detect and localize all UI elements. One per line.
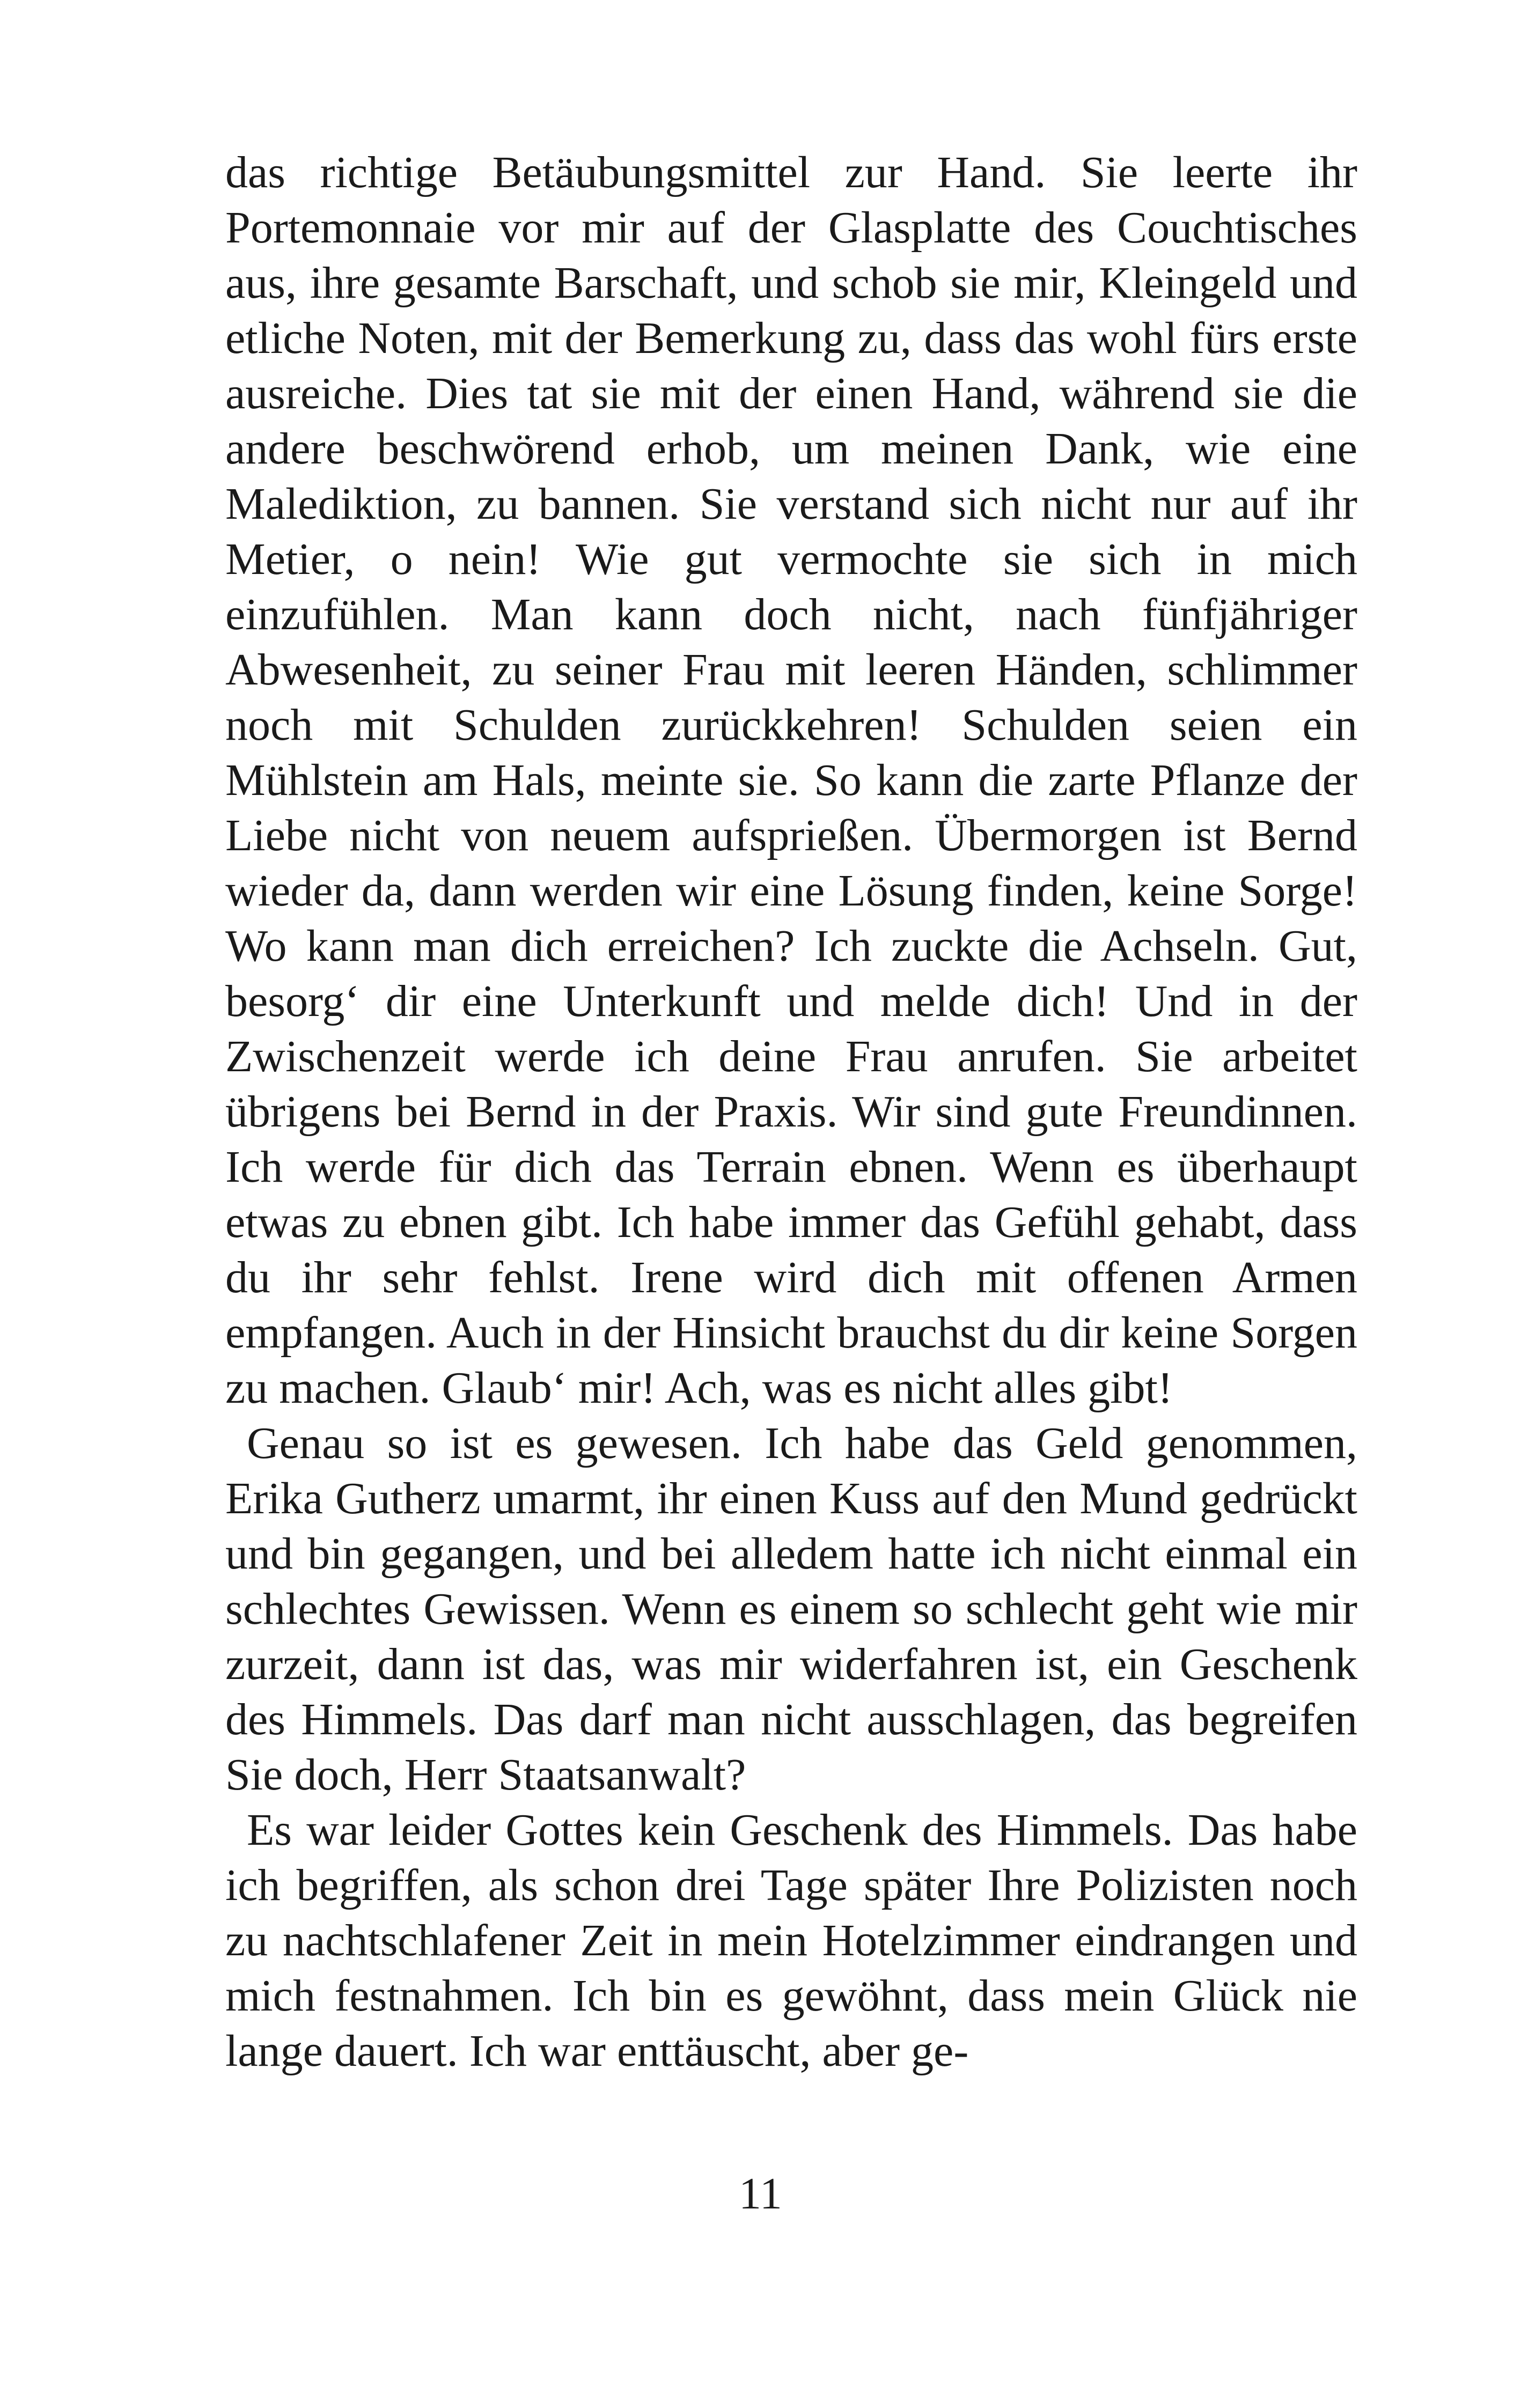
paragraph-3: Es war leider Gottes kein Geschenk des Himmels. Das habe ich begriffen, als schon drei Tage später Ihre Polizisten noch zu nachtschlafener Zeit in mein Hotelzimmer eindrangen und mich festnahmen. Ich bin es gewöhnt, dass mein Glück nie lange dauert. Ich war enttäuscht, aber ge- [225, 1805, 1357, 2076]
body-text [225, 145, 1357, 2079]
paragraph-1: das richtige Betäubungsmittel zur Hand. Sie leerte ihr Portemonnaie vor mir auf der Glasplatte des Couchtisches aus, ihre gesamte Barschaft, und schob sie mir, Kleingeld und etliche Noten, mit der Bemerkung zu, dass das wohl fürs erste ausreiche. Dies tat sie mit der einen Hand, während sie die andere beschwörend erhob, um meinen Dank, wie eine Malediktion, zu bannen. Sie verstand sich nicht nur auf ihr Metier, o nein! Wie gut vermochte sie sich in mich einzufühlen. Man kann doch nicht, nach fünfjähriger Abwesenheit, zu seiner Frau mit leeren Händen, schlimmer noch mit Schulden zurückkehren! Schulden seien ein Mühlstein am Hals, meinte sie. So kann die zarte Pflanze der Liebe nicht von neuem aufsprießen. Übermorgen ist Bernd wieder da, dann werden wir eine Lösung finden, keine Sorge! Wo kann man dich erreichen? Ich zuckte die Achseln. Gut, besorg‘ dir eine Unterkunft und melde dich! Und in der Zwischenzeit werde ich deine Frau anrufen. Sie arbeitet übrigens bei Bernd in der Praxis. Wir sind gute Freundinnen. Ich werde für dich das Terrain ebnen. Wenn es überhaupt etwas zu ebnen gibt. Ich habe immer das Gefühl gehabt, dass du ihr sehr fehlst. Irene wird dich mit offenen Armen empfangen. Auch in der Hinsicht brauchst du dir keine Sorgen zu machen. Glaub‘ mir! Ach, was es nicht alles gibt! [225, 148, 1357, 1413]
paragraph-2: Genau so ist es gewesen. Ich habe das Geld genommen, Erika Gutherz umarmt, ihr einen Kuss auf den Mund gedrückt und bin gegangen, und bei alledem hatte ich nicht einmal ein schlechtes Gewissen. Wenn es einem so schlecht geht wie mir zurzeit, dann ist das, was mir widerfahren ist, ein Geschenk des Himmels. Das darf man nicht ausschlagen, das begreifen Sie doch, Herr Staatsanwalt? [225, 1418, 1357, 1800]
page-number: 11 [739, 2169, 782, 2219]
